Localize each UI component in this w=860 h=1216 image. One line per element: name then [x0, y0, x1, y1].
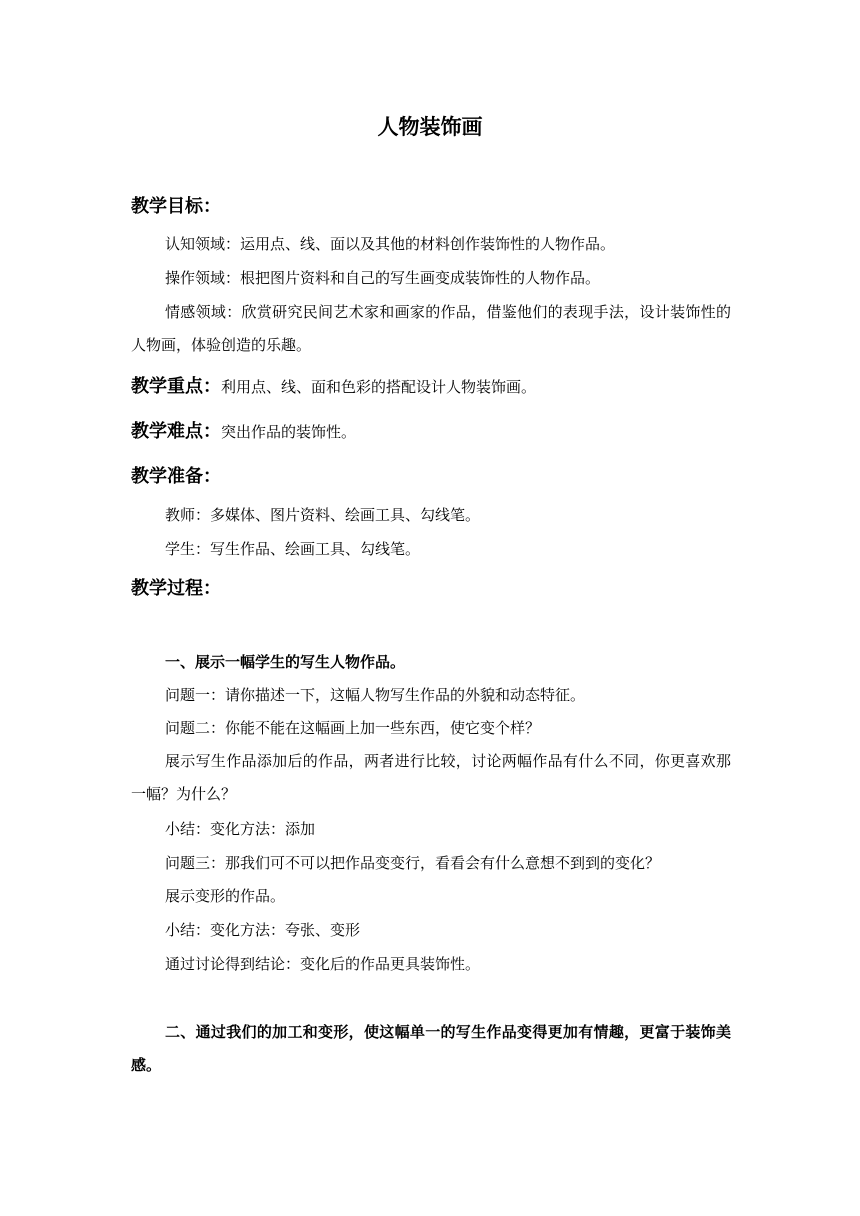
preparation-student: 学生：写生作品、绘画工具、勾线笔。 — [165, 540, 421, 558]
preparation-heading: 教学准备： — [131, 466, 221, 487]
difficulty-text: 突出作品的装饰性。 — [221, 423, 357, 441]
process-question-1: 问题一：请你描述一下，这幅人物写生作品的外貌和动态特征。 — [165, 686, 586, 704]
process-heading: 教学过程： — [131, 578, 221, 599]
process-summary-2: 小结：变化方法：夸张、变形 — [165, 921, 361, 939]
process-question-2: 问题二：你能不能在这幅画上加一些东西，使它变个样？ — [165, 719, 541, 737]
process-question-3: 问题三：那我们可不可以把作品变变行，看看会有什么意想不到到的变化？ — [165, 854, 661, 872]
process-section2-title: 二、通过我们的加工和变形，使这幅单一的写生作品变得更加有情趣，更富于装饰美感。 — [131, 1023, 731, 1074]
process-conclusion: 通过讨论得到结论：变化后的作品更具装饰性。 — [165, 955, 481, 973]
objective-cognitive: 认知领域：运用点、线、面以及其他的材料创作装饰性的人物作品。 — [165, 235, 616, 253]
process-summary-1: 小结：变化方法：添加 — [165, 820, 316, 838]
difficulty-row — [131, 419, 356, 445]
process-show-deform: 展示变形的作品。 — [165, 887, 286, 905]
objectives-heading: 教学目标： — [131, 196, 221, 217]
process-compare: 展示写生作品添加后的作品，两者进行比较，讨论两幅作品有什么不同，你更喜欢那一幅？为什么？ — [131, 752, 731, 803]
key-point-heading: 教学重点： — [131, 376, 221, 397]
process-section1-title: 一、展示一幅学生的写生人物作品。 — [165, 653, 406, 671]
key-point-row — [131, 374, 536, 400]
key-point-text: 利用点、线、面和色彩的搭配设计人物装饰画。 — [221, 378, 537, 396]
preparation-teacher: 教师：多媒体、图片资料、绘画工具、勾线笔。 — [165, 506, 481, 524]
objective-emotion: 情感领域：欣赏研究民间艺术家和画家的作品，借鉴他们的表现手法，设计装饰性的人物画，体验创造的乐趣。 — [131, 303, 731, 354]
objective-operation: 操作领域：根把图片资料和自己的写生画变成装饰性的人物作品。 — [165, 269, 601, 287]
document-title: 人物装饰画 — [377, 115, 483, 139]
difficulty-heading: 教学难点： — [131, 421, 221, 442]
